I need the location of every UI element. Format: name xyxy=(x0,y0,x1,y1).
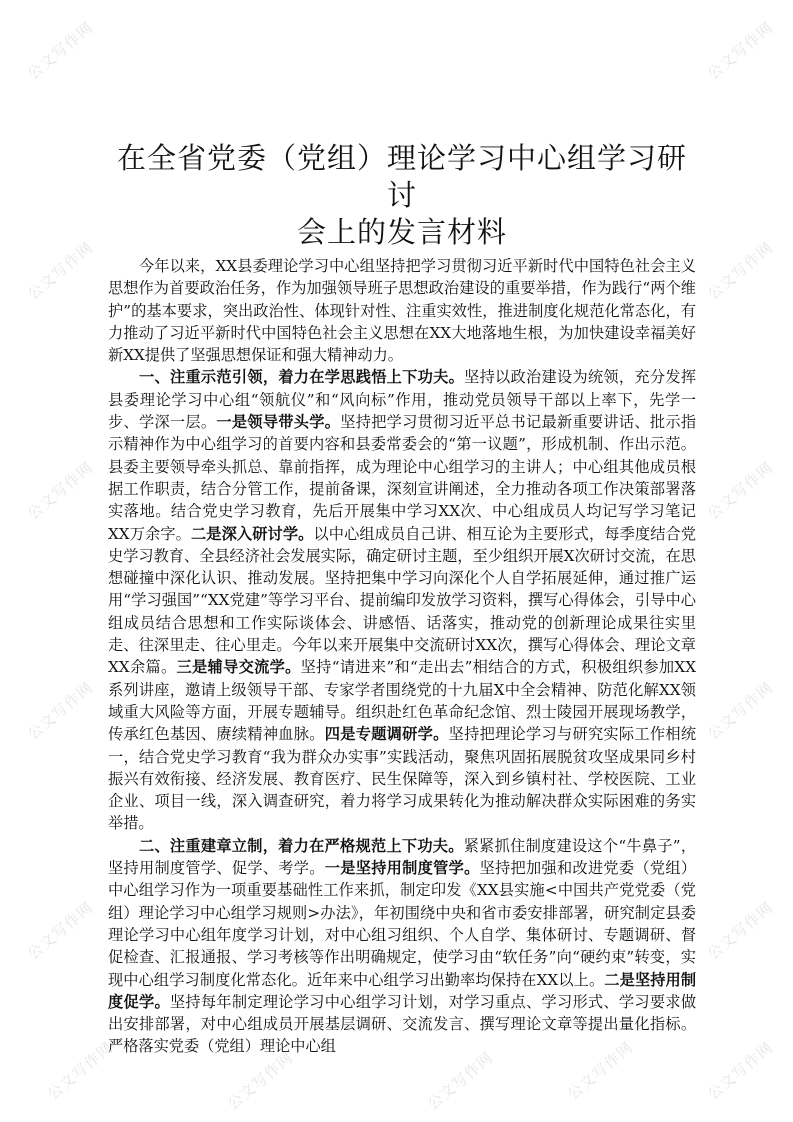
body-paragraph xyxy=(108,255,696,366)
watermark-text: 公文写作网 xyxy=(23,898,97,964)
watermark-text: 公文写作网 xyxy=(703,458,777,524)
text-run: 坚持把学习贯彻习近平总书记最新重要讲话、批示指示精神作为中心组学习的首要内容和县委常委会的“第一议题”，形成机制、作出示范。县委主要领导牵头抓总、靠前指挥，成为理论中心组学习的主讲人；中心组其他成员根据工作职责，结合分管工作，提前备课，深刻宣讲阐述，全力推动各项工作决策部署落实落地。结合党史学习教育，先后开展集中学习XX次、中心组成员人均记写学习笔记XX万余字。 xyxy=(108,413,697,543)
watermark-text: 公文写作网 xyxy=(703,1038,777,1104)
text-run: 紧紧抓住制度建设这个“牛鼻子”，坚持用制度管学、促学、考学。 xyxy=(108,836,697,878)
bold-heading-run: 二是坚持用制度促学。 xyxy=(108,970,697,1011)
document-page xyxy=(108,140,696,1058)
watermark-text: 公文写作网 xyxy=(703,898,777,964)
watermark-text: 公文写作网 xyxy=(23,18,97,84)
watermark-text: 公文写作网 xyxy=(23,458,97,524)
body-paragraph xyxy=(108,835,696,1058)
text-run: 以中心组成员自己讲、相互论为主要形式，每季度结合党史学习教育、全县经济社会发展实际，确定研讨主题，至少组织开展X次研讨交流，在思想碰撞中深化认识、推动发展。坚持把集中学习向深化个人自学拓展延伸，通过推广运用“学习强国”“XX党建”等学习平台、提前编印发放学习资料，撰写心得体会，引导中心组成员结合思想和工作实际谈体会、讲感悟、话落实，推动党的创新理论成果往实里走、往深里走、往心里走。今年以来开展集中交流研讨XX次，撰写心得体会、理论文章XX余篇。 xyxy=(108,524,697,677)
bold-heading-run: 二、注重建章立制，着力在严格规范上下功夫。 xyxy=(139,836,464,855)
watermark-text: 公文写作网 xyxy=(23,678,97,744)
text-run: 坚持以政治建设为统领，充分发挥县委理论学习中心组“领航仪”和“风向标”作用，推动党员领导干部以上率下，先学一步、学深一层。 xyxy=(108,368,697,432)
text-run: 坚持把加强和改进党委（党组）中心组学习作为一项重要基础性工作来抓，制定印发《XX县实施<中国共产党党委（党组）理论学习中心组学习规则>办法》，年初围绕中央和省市委安排部署，研究制定县委理论学习中心组年度学习计划，对中心组习组织、个人自学、集体研讨、专题调研、督促检查、汇报通报、学习考核等作出明确规定，使学习由“软任务”向“硬约束”转变，实现中心组学习制度化常态化。近年来中心组学习出勤率均保持在XX以上。 xyxy=(108,859,697,989)
watermark-text: 公文写作网 xyxy=(23,238,97,304)
watermark-text: 公文写作网 xyxy=(43,1038,117,1104)
watermark-text: 公文写作网 xyxy=(563,1038,637,1104)
bold-heading-run: 一、注重示范引领，着力在学思践悟上下功夫。 xyxy=(139,368,465,387)
bold-heading-run: 二是深入研讨学。 xyxy=(190,524,314,543)
document-body xyxy=(108,255,696,1058)
document-title xyxy=(108,140,696,251)
watermark-text: 公文写作网 xyxy=(223,1048,297,1114)
text-run: 今年以来，XX县委理论学习中心组坚持把学习贯彻习近平新时代中国特色社会主义思想作为首要政治任务，作为加强领导班子思想政治建设的重要举措，作为践行“两个维护”的基本要求，突出政治性、体现针对性、注重实效性，推进制度化规范化常态化，有力推动了习近平新时代中国特色社会主义思想在XX大地落地生根，为加快建设幸福美好新XX提供了坚强思想保证和强大精神动力。 xyxy=(108,257,696,365)
bold-heading-run: 三是辅导交流学。 xyxy=(176,658,301,677)
bold-heading-run: 四是专题调研学。 xyxy=(324,725,449,744)
watermark-text: 公文写作网 xyxy=(423,1048,497,1114)
text-run: 坚持每年制定理论学习中心组学习计划，对学习重点、学习形式、学习要求做出安排部署，对中心组成员开展基层调研、交流发言、撰写理论文章等提出量化指标。严格落实党委（党组）理论中心组 xyxy=(108,992,697,1056)
bold-heading-run: 一是领导带头学。 xyxy=(216,413,341,432)
title-line-1: 在全省党委（党组）理论学习中心组学习研讨 xyxy=(116,141,687,212)
watermark-text: 公文写作网 xyxy=(703,238,777,304)
body-paragraph xyxy=(108,366,696,834)
text-run: 坚持把理论学习与研究实际工作相统一，结合党史学习教育“我为群众办实事”实践活动，聚焦巩固拓展脱贫攻坚成果同乡村振兴有效衔接、经济发展、教育医疗、民生保障等，深入到乡镇村社、学校医院、工业企业、项目一线，深入调查研究，着力将学习成果转化为推动解决群众实际困难的务实举措。 xyxy=(108,725,697,833)
text-run: 坚持“请进来”和“走出去”相结合的方式，积极组织参加XX系列讲座，邀请上级领导干部、专家学者围绕党的十九届X中全会精神、防范化解XX领域重大风险等方面，开展专题辅导。组织赴红色革命纪念馆、烈士陵园开展现场教学，传承红色基因、赓续精神血脉。 xyxy=(108,658,697,744)
watermark-text: 公文写作网 xyxy=(703,678,777,744)
title-line-2: 会上的发言材料 xyxy=(296,215,507,249)
bold-heading-run: 一是坚持用制度管学。 xyxy=(324,859,480,878)
watermark-text: 公文写作网 xyxy=(703,18,777,84)
